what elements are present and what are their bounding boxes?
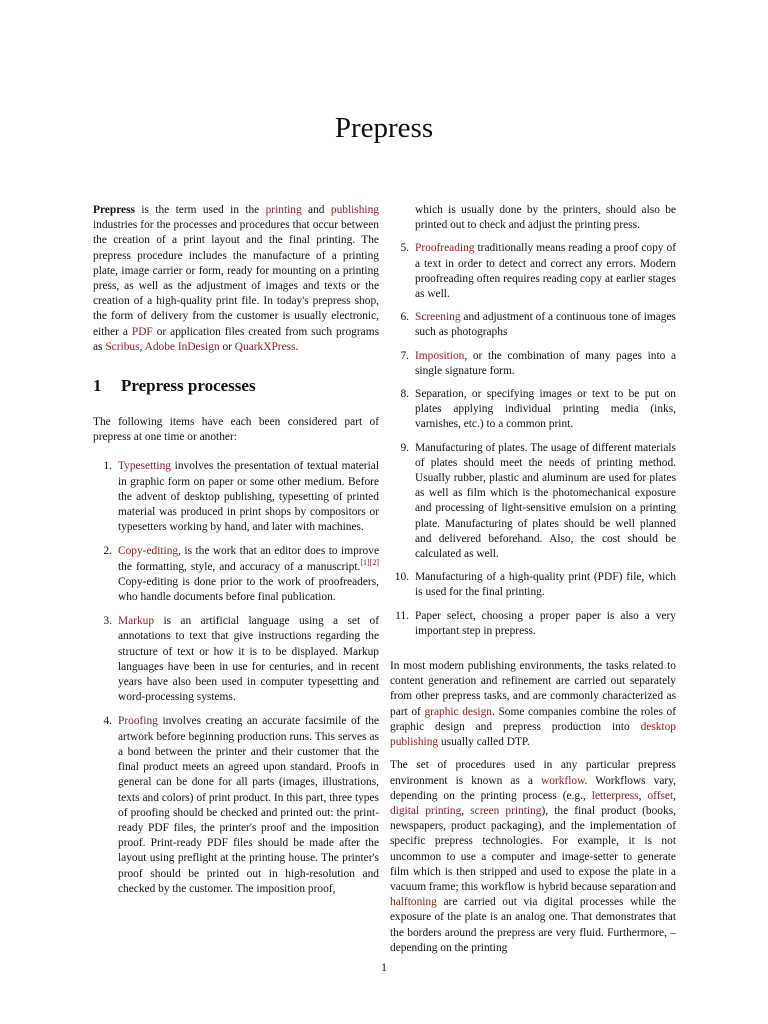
list-item: [390, 310, 676, 340]
section-title: Prepress processes: [121, 376, 256, 396]
link-imposition[interactable]: Imposition: [415, 349, 465, 362]
right-column: [390, 203, 676, 956]
item-number: 10.: [394, 571, 409, 584]
link-quarkxpress[interactable]: QuarkXPress: [234, 340, 296, 353]
list-item: [390, 387, 676, 433]
intro-text: ,: [139, 340, 145, 353]
paragraph-modern-publishing: [390, 659, 676, 750]
intro-text: or: [219, 340, 235, 353]
left-column: [93, 203, 379, 897]
list-item: [93, 714, 379, 896]
list-item: [390, 441, 676, 563]
item-number: 2.: [103, 545, 112, 558]
para-text: . Workflows vary, depending on the printing process (e.g.,: [390, 774, 676, 802]
link-screening[interactable]: Screening: [415, 311, 461, 324]
para-text: ,: [638, 789, 648, 802]
process-list-continued: [390, 203, 676, 639]
para-text: In most modern publishing environments, the tasks related to content generation and refinement are carried out separately from other prepress tasks, and are commonly characterized as part of: [390, 660, 676, 718]
item-text: Manufacturing of a high-quality print (PDF) file, which is used for the final printing.: [415, 571, 676, 599]
link-offset[interactable]: offset: [647, 789, 674, 802]
item-text: , is the work that an editor does to improve the formatting, style, and accuracy of a manuscript.: [118, 545, 379, 573]
intro-text: industries for the processes and procedures that occur between the creation of a print layout and the final printing. The prepress procedure includes the manufacture of a printing plate, image carrier or form, ready for mounting on a printing press, as well as the adjustment of images and texts or the creation of a high-quality print file. In today's prepress shop, the form of delivery from the customer is usually electronic, either a: [93, 219, 379, 338]
list-item: [93, 544, 379, 605]
item-number: 3.: [103, 615, 112, 628]
link-pdf[interactable]: PDF: [131, 325, 153, 338]
item-number: 5.: [400, 242, 409, 255]
list-item: [93, 614, 379, 705]
link-workflow[interactable]: workflow: [541, 774, 585, 787]
term-prepress: Prepress: [93, 204, 135, 216]
item-number: 7.: [400, 349, 409, 362]
item-text: traditionally means reading a proof copy of a text in order to detect and correct any errors. Modern proofreading often requires reading copy at earlier stages as well.: [415, 242, 676, 301]
list-item: [390, 349, 676, 379]
section-intro: The following items have each been considered part of prepress at one time or another:: [93, 416, 379, 444]
item-text: Paper select, choosing a proper paper is also a very important step in prepress.: [415, 609, 676, 637]
link-letterpress[interactable]: letterpress: [591, 789, 639, 802]
link-scribus[interactable]: Scribus: [105, 340, 140, 353]
item-text: involves the presentation of textual material in graphic form on paper or some other medium. Before the advent of desktop publishing, typesetting of printed material was produced in print shops by compositors or typesetters working by hand, and later with machines.: [118, 460, 379, 534]
process-list: [93, 459, 379, 896]
link-digital-printing[interactable]: digital printing: [390, 804, 462, 817]
page-title: Prepress: [334, 112, 434, 144]
section-heading: [93, 378, 379, 402]
paragraph-workflow: [390, 758, 676, 956]
item-number: 9.: [400, 441, 409, 454]
item-text: Copy-editing is done prior to the work of proofreaders, who handle documents before final publication.: [118, 575, 379, 604]
item-text: Separation, or specifying images or text to be put on plates applying individual printing media (inks, varnishes, etc.) to a common print.: [415, 388, 676, 431]
para-text: usually called DTP.: [438, 736, 530, 749]
link-printing[interactable]: printing: [265, 204, 302, 216]
link-copy-editing[interactable]: Copy-editing: [118, 545, 179, 558]
link-publishing[interactable]: publishing: [330, 204, 379, 216]
link-markup[interactable]: Markup: [118, 615, 155, 628]
item-number: 11.: [395, 609, 409, 622]
link-screen-printing[interactable]: screen printing: [470, 804, 542, 817]
link-typesetting[interactable]: Typesetting: [118, 460, 171, 473]
item-text: involves creating an accurate facsimile of the artwork before beginning production runs. This serves as a bond between the printer and their customer that the final product meets an agreed upon standard. Proofs in general can be done for all parts (images, illustrations, texts and colors) of print product. In this part, three types of proofing should be checked and printed out: the print-ready PDF files, the printer's proof and the imposition proof. Print-ready PDF files should be made after the layout using preflight at the printing house. The printer's proof should be printed out in high-resolution and checked by the customer. The imposition proof,: [118, 715, 379, 895]
link-halftoning[interactable]: halftoning: [390, 896, 437, 909]
section-number: 1: [93, 376, 102, 396]
item-number: 1.: [103, 460, 112, 473]
item-number: 6.: [400, 311, 409, 324]
item-text: Manufacturing of plates. The usage of different materials of plates should meet the needs of printing method. Usually rubber, plastic and aluminum are used for plates as well as film which is the photomechanical exposure and processing of light-sensitive emulsion on a printing plate. Manufacturing of plates should be well planned and delivered beforehand. Also, the cost should be calculated as well.: [415, 441, 676, 561]
list-item: [390, 609, 676, 639]
list-item: [93, 459, 379, 535]
para-text: are carried out via digital processes while the exposure of the plate is an analog one. That demonstrates that the borders around the prepress are very fluid. Furthermore, – depending on the printing: [390, 896, 676, 954]
link-graphic-design[interactable]: graphic design: [424, 705, 492, 718]
link-adobe-indesign[interactable]: Adobe InDesign: [144, 340, 220, 353]
citation-refs[interactable]: [1][2]: [360, 557, 379, 567]
item-text: which is usually done by the printers, should also be printed out to check and adjust the printing press.: [415, 204, 676, 232]
para-text: . Some companies combine the roles of graphic design and prepress production into: [390, 705, 676, 733]
para-text: The set of procedures used in any particular prepress environment is known as a: [390, 759, 676, 787]
item-number: 4.: [103, 715, 112, 728]
intro-text: is the term used in the: [134, 204, 266, 216]
item-text: is an artificial language using a set of annotations to text that give instructions regarding the structure of text or how it is to be displayed. Markup languages have been in use for centuries, and in recent years have also been used in computer typesetting and word-processing systems.: [118, 615, 379, 704]
list-item: [390, 241, 676, 302]
link-proofing[interactable]: Proofing: [118, 715, 158, 728]
link-proofreading[interactable]: Proofreading: [415, 242, 475, 255]
item-number: 8.: [400, 388, 409, 401]
intro-paragraph: [93, 203, 379, 355]
item-text: and adjustment of a continuous tone of images such as photographs: [415, 311, 676, 339]
intro-text: or application files created from such programs as: [93, 325, 379, 353]
page-number: 1: [381, 960, 387, 974]
list-item-continuation: [390, 203, 676, 233]
list-item: [390, 570, 676, 600]
link-desktop-publishing[interactable]: desktop publishing: [390, 720, 676, 749]
para-text: ,: [461, 804, 471, 817]
intro-text: .: [295, 340, 299, 353]
intro-text: and: [301, 204, 331, 216]
item-text: , or the combination of many pages into a single signature form.: [415, 349, 676, 377]
para-text: ,: [673, 789, 676, 802]
para-text: ), the final product (books, newspapers, product packaging), and the implementation of specific prepress technologies. For example, it is not uncommon to use a computer and image-setter to generate film which is then stripped and used to expose the plate in a vacuum frame; this workflow is hybrid because separation and: [390, 804, 676, 893]
